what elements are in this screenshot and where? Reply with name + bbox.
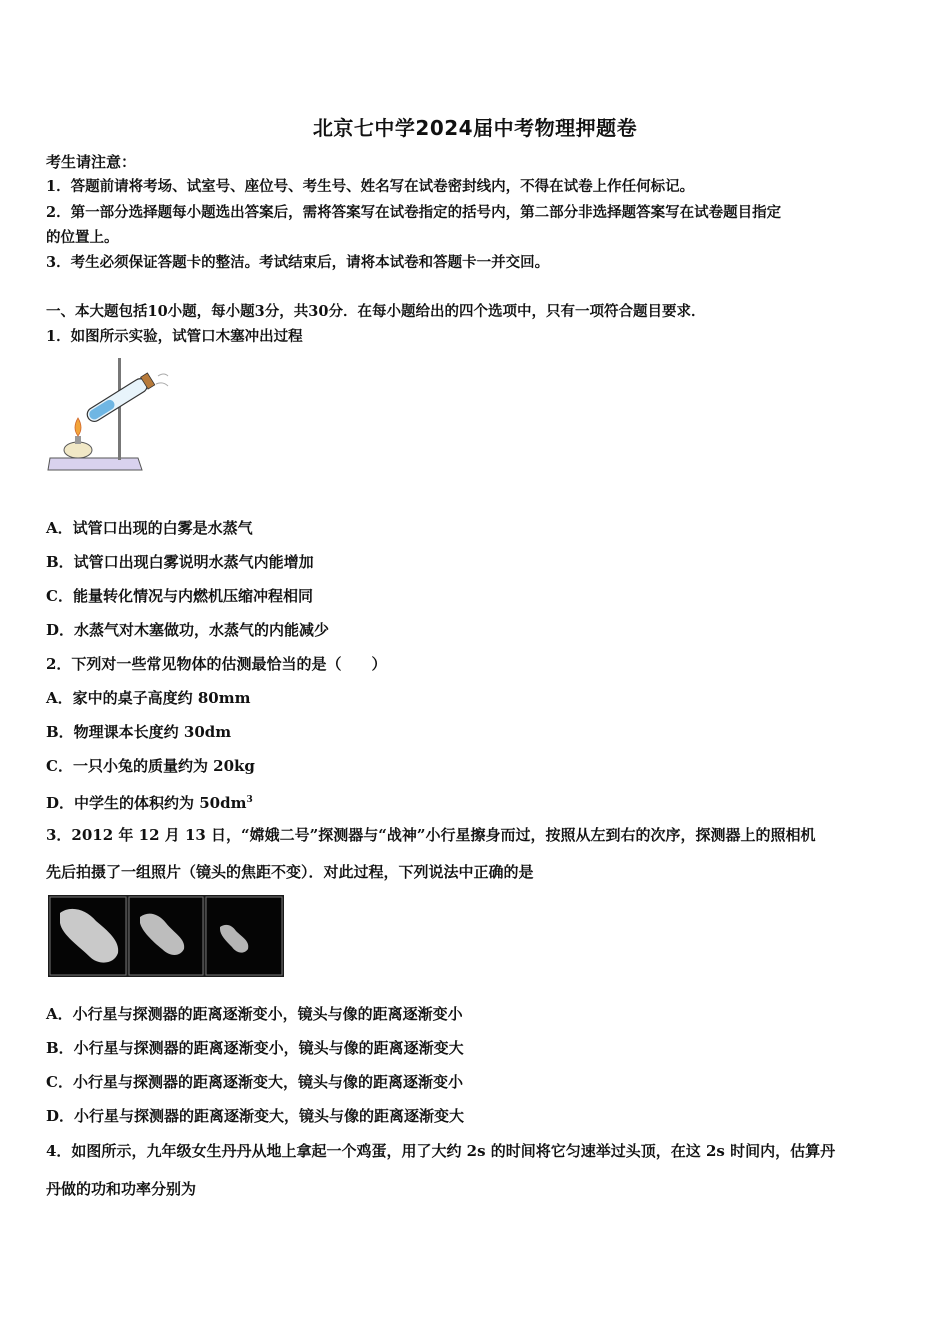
notice-item-2: 2．第一部分选择题每小题选出答案后，需将答案写在试卷指定的括号内，第二部分非选择题答案写在试卷题目指定 [46,204,782,221]
notice-item-3: 3．考生必须保证答题卡的整洁。考试结束后，请将本试卷和答题卡一并交回。 [46,254,550,271]
cubic-superscript: 3 [246,795,253,805]
question-3-option-d: D．小行星与探测器的距离逐渐变大，镜头与像的距离逐渐变大 [46,1107,465,1125]
question-1-option-c: C．能量转化情况与内燃机压缩冲程相同 [46,587,313,605]
notice-item-2-cont: 的位置上。 [46,229,119,246]
question-4-stem-line-1: 4．如图所示，九年级女生丹丹从地上拿起一个鸡蛋，用了大约 2s 的时间将它匀速举过头顶，在这 2s 时间内，估算丹 [46,1142,836,1160]
asteroid-photo-sequence-figure [48,895,284,977]
question-1-stem: 1．如图所示实验，试管口木塞冲出过程 [46,328,303,345]
question-2-option-a: A．家中的桌子高度约 80mm [46,689,251,707]
question-3-stem-line-1: 3．2012 年 12 月 13 日，“嫦娥二号”探测器与“战神”小行星擦身而过，按照从左到右的次序，探测器上的照相机 [46,826,816,844]
question-3-option-a: A．小行星与探测器的距离逐渐变小，镜头与像的距离逐渐变小 [46,1005,463,1023]
question-1-option-a: A．试管口出现的白雾是水蒸气 [46,519,253,537]
question-1-option-b: B．试管口出现白雾说明水蒸气内能增加 [46,553,314,571]
question-2-option-b: B．物理课本长度约 30dm [46,723,232,741]
test-tube-experiment-figure [46,354,171,479]
question-2-option-d [46,789,906,814]
notice-heading: 考生请注意： [46,153,137,171]
page-title: 北京七中学2024届中考物理押题卷 [312,116,638,140]
question-3-option-b: B．小行星与探测器的距离逐渐变小，镜头与像的距离逐渐变大 [46,1039,464,1057]
question-1-option-d: D．水蒸气对木塞做功，水蒸气的内能减少 [46,621,330,639]
question-2-option-c: C．一只小兔的质量约为 20kg [46,757,255,775]
section-1-instructions: 一、本大题包括10小题，每小题3分，共30分．在每小题给出的四个选项中，只有一项符合题目要求． [46,303,706,320]
notice-item-1: 1．答题前请将考场、试室号、座位号、考生号、姓名写在试卷密封线内，不得在试卷上作任何标记。 [46,178,695,195]
question-3-option-c: C．小行星与探测器的距离逐渐变大，镜头与像的距离逐渐变小 [46,1073,463,1091]
question-3-stem-line-2: 先后拍摄了一组照片（镜头的焦距不变）．对此过程，下列说法中正确的是 [46,863,534,881]
question-2-option-d-text: D．中学生的体积约为 50dm [46,794,247,812]
question-2-stem: 2．下列对一些常见物体的估测最恰当的是（ ） [46,655,387,673]
question-4-stem-line-2: 丹做的功和功率分别为 [46,1180,197,1198]
